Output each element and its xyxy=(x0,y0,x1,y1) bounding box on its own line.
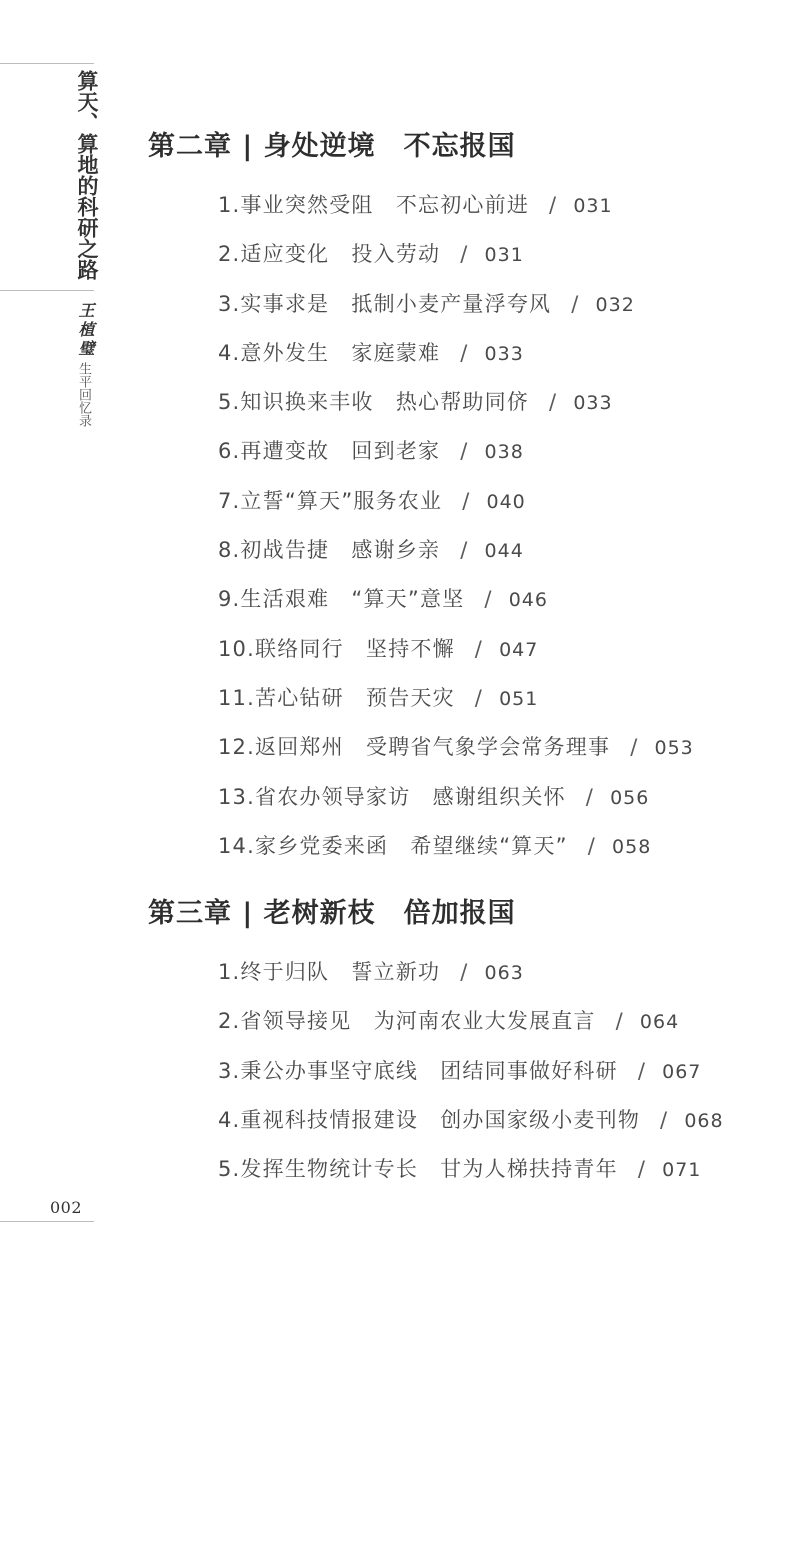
toc-separator: / xyxy=(474,636,484,661)
chapter-heading: 第二章 | 身处逆境 不忘报国 xyxy=(148,131,516,162)
toc-entry[interactable] xyxy=(218,338,694,387)
toc-separator: / xyxy=(474,685,484,710)
sidebar-bottom-rule xyxy=(0,1221,94,1222)
toc-entry-title: 4.意外发生 家庭蒙难 xyxy=(218,340,441,365)
toc-entry[interactable] xyxy=(218,1154,724,1203)
toc-entry[interactable] xyxy=(218,486,694,535)
toc-separator: / xyxy=(637,1058,647,1083)
toc-entry-page: 053 xyxy=(654,737,694,760)
book-title-vertical: 算天、算地的科研之路 xyxy=(75,70,99,280)
toc-entry-title: 8.初战告捷 感谢乡亲 xyxy=(218,538,441,563)
toc-separator: / xyxy=(460,242,469,267)
toc-separator: / xyxy=(484,587,493,612)
toc-entry-page: 038 xyxy=(484,441,524,464)
toc-entry-page: 067 xyxy=(662,1060,702,1083)
toc-separator: / xyxy=(630,735,639,760)
toc-entry-title: 5.发挥生物统计专长 甘为人梯扶持青年 xyxy=(218,1157,618,1182)
toc-entry-title: 2.省领导接见 为河南农业大发展直言 xyxy=(218,1009,596,1034)
toc-entry-title: 14.家乡党委来函 希望继续“算天” xyxy=(218,833,568,858)
toc-separator: / xyxy=(460,538,469,563)
toc-entry[interactable] xyxy=(218,289,694,338)
toc-entry-page: 032 xyxy=(595,293,635,316)
toc-entry-title: 13.省农办领导家访 感谢组织关怀 xyxy=(218,784,566,809)
toc-entry-title: 11.苦心钻研 预告天灾 xyxy=(218,685,455,710)
author-name-vertical: 王植璧 xyxy=(76,302,95,359)
toc-entry-title: 6.再遭变故 回到老家 xyxy=(218,439,441,464)
toc-entry-title: 7.立誓“算天”服务农业 xyxy=(218,488,443,513)
toc-separator: / xyxy=(549,193,558,217)
toc-entry[interactable] xyxy=(218,239,694,288)
toc-separator: / xyxy=(587,833,597,858)
toc-entry-title: 1.终于归队 誓立新功 xyxy=(218,960,441,984)
toc-list-chapter-3 xyxy=(218,957,724,1203)
toc-entry-page: 031 xyxy=(484,244,524,267)
toc-separator: / xyxy=(571,291,580,316)
toc-entry[interactable] xyxy=(218,1105,724,1154)
toc-list-chapter-2 xyxy=(218,190,694,880)
toc-entry-page: 064 xyxy=(639,1011,680,1034)
toc-entry[interactable] xyxy=(218,436,694,485)
toc-entry-page: 047 xyxy=(499,638,539,661)
toc-entry[interactable] xyxy=(218,190,694,239)
toc-entry[interactable] xyxy=(218,957,724,1006)
page-number: 002 xyxy=(50,1198,83,1217)
toc-separator: / xyxy=(615,1009,624,1034)
toc-entry[interactable] xyxy=(218,683,694,732)
toc-separator: / xyxy=(637,1157,647,1182)
toc-entry-page: 033 xyxy=(573,392,613,415)
toc-entry-page: 046 xyxy=(508,589,548,612)
toc-entry[interactable] xyxy=(218,1006,724,1055)
sidebar-top-rule xyxy=(0,63,94,64)
toc-entry-page: 033 xyxy=(484,342,524,365)
toc-entry-title: 12.返回郑州 受聘省气象学会常务理事 xyxy=(218,735,611,760)
toc-entry-title: 3.秉公办事坚守底线 团结同事做好科研 xyxy=(218,1058,618,1083)
toc-entry-title: 3.实事求是 抵制小麦产量浮夸风 xyxy=(218,291,552,316)
toc-separator: / xyxy=(549,390,558,415)
toc-entry-title: 4.重视科技情报建设 创办国家级小麦刊物 xyxy=(218,1107,641,1132)
toc-separator: / xyxy=(460,439,469,464)
toc-entry[interactable] xyxy=(218,584,694,633)
book-subtitle-vertical: 生平回忆录 xyxy=(76,362,91,427)
toc-entry-page: 031 xyxy=(573,195,613,217)
toc-entry-page: 058 xyxy=(612,835,652,858)
toc-entry-page: 056 xyxy=(610,786,650,809)
toc-entry[interactable] xyxy=(218,831,694,880)
toc-entry-page: 040 xyxy=(486,490,526,513)
toc-entry-page: 044 xyxy=(484,540,524,563)
toc-separator: / xyxy=(460,340,469,365)
toc-entry[interactable] xyxy=(218,634,694,683)
toc-entry-title: 5.知识换来丰收 热心帮助同侪 xyxy=(218,390,530,415)
toc-entry-title: 1.事业突然受阻 不忘初心前进 xyxy=(218,193,530,217)
toc-separator: / xyxy=(585,784,595,809)
toc-separator: / xyxy=(460,960,469,984)
toc-entry-page: 051 xyxy=(499,687,539,710)
chapter-heading: 第三章 | 老树新枝 倍加报国 xyxy=(148,898,516,929)
toc-entry[interactable] xyxy=(218,782,694,831)
toc-entry-title: 9.生活艰难 “算天”意坚 xyxy=(218,587,465,612)
toc-entry-page: 071 xyxy=(662,1159,702,1182)
sidebar-middle-rule xyxy=(0,290,94,291)
toc-entry-page: 068 xyxy=(684,1109,724,1132)
toc-separator: / xyxy=(462,488,471,513)
toc-entry-page: 063 xyxy=(484,962,524,984)
toc-entry-title: 2.适应变化 投入劳动 xyxy=(218,242,441,267)
toc-entry[interactable] xyxy=(218,535,694,584)
toc-entry[interactable] xyxy=(218,387,694,436)
toc-entry[interactable] xyxy=(218,1056,724,1105)
toc-entry-title: 10.联络同行 坚持不懈 xyxy=(218,636,455,661)
toc-separator: / xyxy=(660,1107,669,1132)
toc-entry[interactable] xyxy=(218,732,694,781)
